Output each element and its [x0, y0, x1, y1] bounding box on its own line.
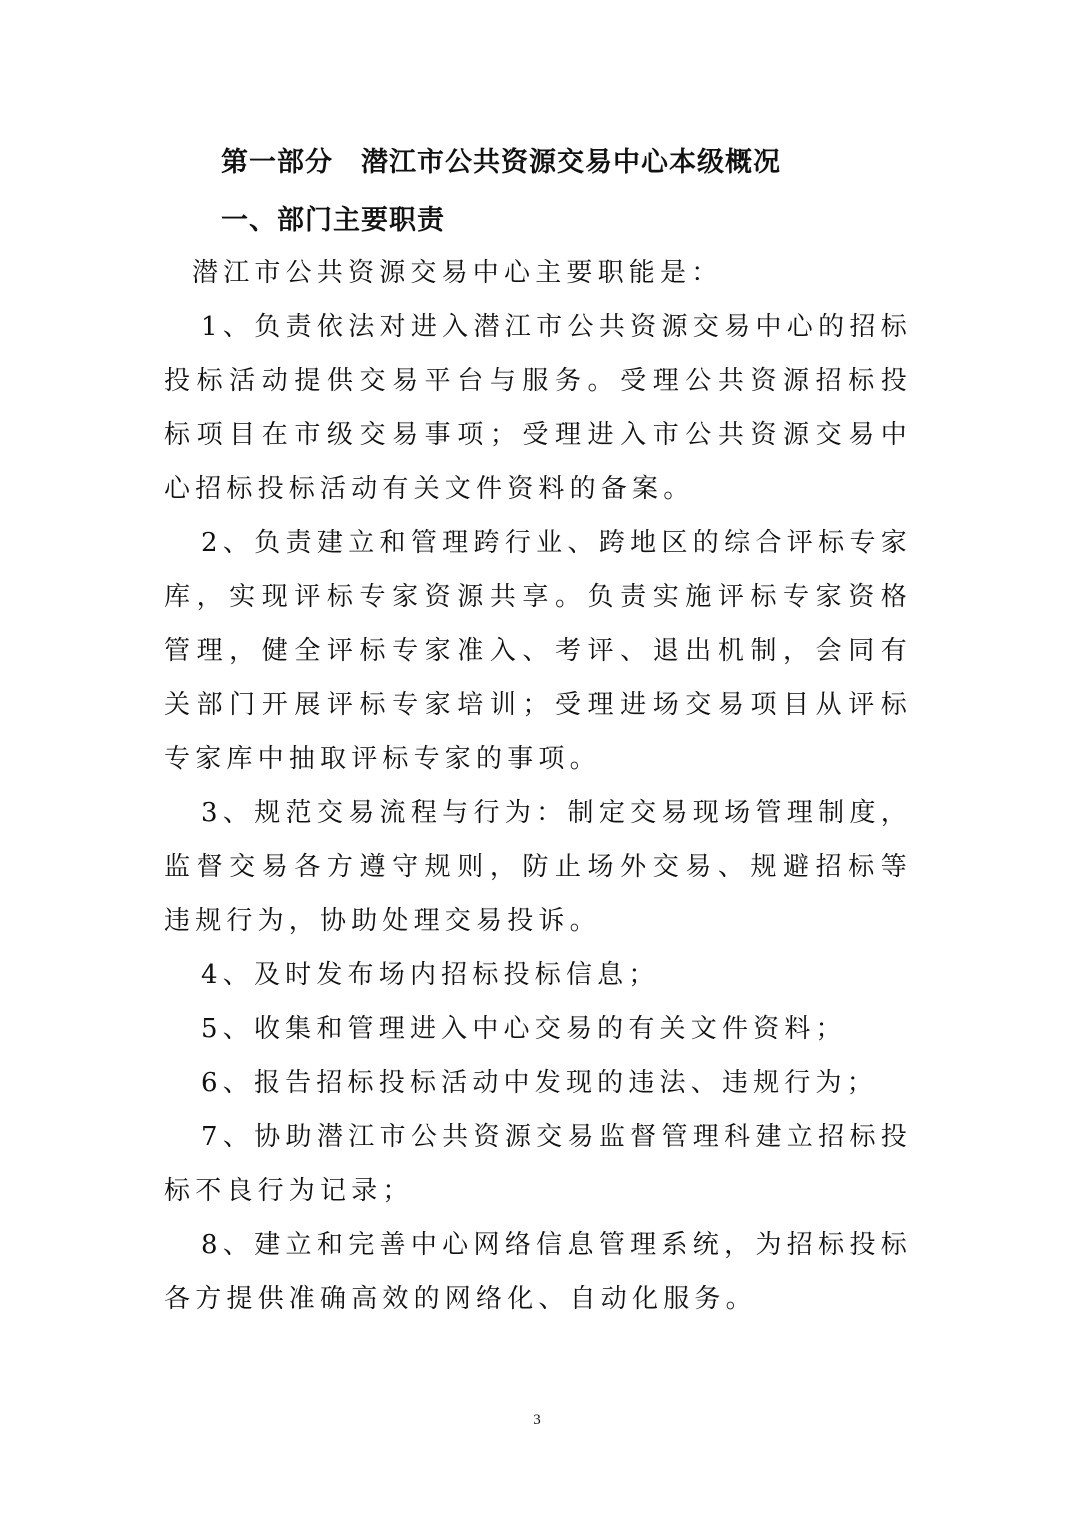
duty-item-3: 3、规范交易流程与行为：制定交易现场管理制度，监督交易各方遵守规则，防止场外交易、规避招标等违规行为，协助处理交易投诉。	[164, 798, 912, 936]
duty-item-6: 6、报告招标投标活动中发现的违法、违规行为；	[201, 1068, 878, 1098]
part-title: 第一部分 潜江市公共资源交易中心本级概况	[221, 147, 781, 178]
body-text	[164, 246, 912, 1326]
duty-item-8: 8、建立和完善中心网络信息管理系统，为招标投标各方提供准确高效的网络化、自动化服务。	[164, 1230, 912, 1314]
intro-paragraph: 潜江市公共资源交易中心主要职能是：	[192, 258, 723, 288]
duty-item-2: 2、负责建立和管理跨行业、跨地区的综合评标专家库，实现评标专家资源共享。负责实施评标专家资格管理，健全评标专家准入、考评、退出机制，会同有关部门开展评标专家培训；受理进场交易项目从评标专家库中抽取评标专家的事项。	[164, 528, 912, 774]
duty-item-5: 5、收集和管理进入中心交易的有关文件资料；	[201, 1014, 847, 1044]
duty-item-7: 7、协助潜江市公共资源交易监督管理科建立招标投标不良行为记录；	[164, 1122, 912, 1206]
section-heading: 一、部门主要职责	[221, 205, 445, 236]
page-number: 3	[533, 1412, 541, 1428]
duty-item-1: 1、负责依法对进入潜江市公共资源交易中心的招标投标活动提供交易平台与服务。受理公共资源招标投标项目在市级交易事项；受理进入市公共资源交易中心招标投标活动有关文件资料的备案。	[164, 312, 912, 504]
duty-item-4: 4、及时发布场内招标投标信息；	[201, 960, 660, 990]
